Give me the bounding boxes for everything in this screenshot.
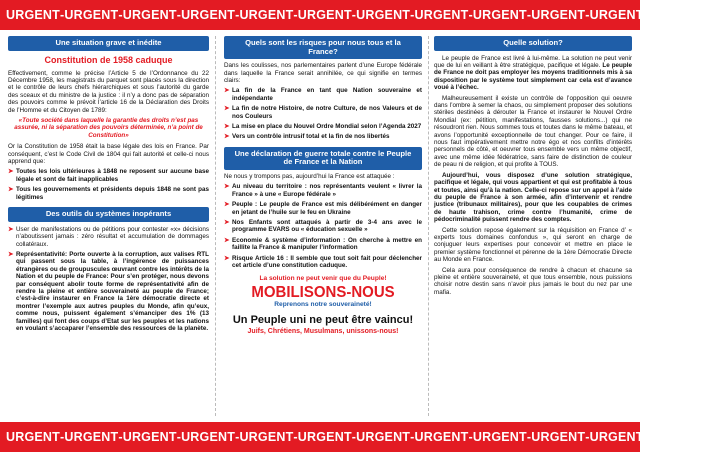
banner-text: URGENT <box>6 8 60 22</box>
banner-text: URGENT <box>589 430 644 444</box>
column-right <box>434 36 632 418</box>
banner-text: URGENT <box>181 430 236 444</box>
paragraph: Or la Constitution de 1958 était la base légale des lois en France. Par conséquent, c’est le Code Civil de 1804 qui fait autorité et celle-ci nous apprend que: <box>8 143 209 166</box>
call-to-action-tagline: La solution ne peut venir que du Peuple! <box>259 274 387 282</box>
arrow-icon: ➤ <box>8 225 14 233</box>
list-item: ➤ Tous les gouvernements et présidents depuis 1848 ne sont pas légitimes <box>8 186 209 201</box>
list-item: ➤ La mise en place du Nouvel Ordre Mondial selon l’Agenda 2027 <box>224 123 422 131</box>
list-item: ➤ User de manifestations ou de pétitions pour contester «x» décisions n’aboutissent jamais : zéro résultat et accumulation de dommages collatéraux. <box>8 225 209 248</box>
arrow-icon: ➤ <box>224 236 230 244</box>
paragraph: Cela aura pour conséquence de rendre à chacun et chacune sa pleine et entière souveraineté, et que tous ensemble, nous puissions choisir notre destin sans n’avoir plus jamais le bout du nez par une mafia. <box>434 266 632 296</box>
section-heading: Quels sont les risques pour nous tous et la France? <box>224 36 422 59</box>
banner-text: URGENT <box>647 8 702 22</box>
banner-text: URGENT <box>239 8 294 22</box>
banner-text: URGENT <box>64 430 119 444</box>
list-item: ➤ La fin de notre Histoire, de notre Culture, de nos Valeurs et de nos Couleurs <box>224 105 422 120</box>
arrow-icon: ➤ <box>224 254 230 262</box>
banner-text: URGENT <box>122 430 177 444</box>
section-heading: Une situation grave et inédite <box>8 36 209 51</box>
list-item: ➤ Toutes les lois ultérieures à 1848 ne reposent sur aucune base légale et sont de fait inapplicables <box>8 168 209 183</box>
banner-text: URGENT <box>356 430 411 444</box>
banner-text: URGENT <box>6 430 60 444</box>
column-divider <box>428 36 429 416</box>
slogan: Un Peuple uni ne peut être vaincu! <box>232 314 414 327</box>
list-item: ➤ Nos Enfants sont attaqués à partir de 3-4 ans avec le programme EVARS ou « éducation sexuelle » <box>224 219 422 234</box>
column-divider <box>215 36 216 416</box>
paragraph: Effectivement, comme le précise l’Article 5 de l’Ordonnance du 22 Décembre 1958, les magistrats du parquet sont placés sous la direction et le contrôle de leurs chefs hiérarchiques et sous l’autorité du garde des sceaux et du ministre de la justice : il n’y a donc pas de séparation des pouvoirs comme le prévoit l’article 16 de la Déclaration des Droits de l’Homme et du Citoyen de 1789: <box>8 69 209 114</box>
arrow-icon: ➤ <box>224 183 230 191</box>
call-to-action-title: MOBILISONS-NOUS <box>251 283 395 302</box>
arrow-icon: ➤ <box>8 250 14 258</box>
list-item: ➤ Economie & système d’information : On cherche à mettre en faillite la France & manipuler l’information <box>224 236 422 252</box>
arrow-icon: ➤ <box>224 133 230 141</box>
urgent-banner-top: URGENT - URGENT - URGENT - URGENT - URGENT - URGENT - URGENT - URGENT - URGENT - URGENT - URGENT - URGENT <box>0 0 640 30</box>
arrow-icon: ➤ <box>224 201 230 209</box>
column-left <box>8 36 209 418</box>
arrow-icon: ➤ <box>224 105 230 113</box>
call-to-action-subtitle: Reprenons notre souveraineté! <box>274 300 372 308</box>
banner-text: URGENT <box>64 8 119 22</box>
banner-text: URGENT <box>356 8 411 22</box>
banner-text: URGENT <box>589 8 644 22</box>
list-item: ➤ La fin de la France en tant que Nation souveraine et indépendante <box>224 87 422 102</box>
paragraph: Le peuple de France est livré à lui-même. La solution ne peut venir que de lui en veillant à être stratégique, pacifique et légale. Le peuple de France ne doit pas employer les moyens traditionnels mis à sa disposition par le système tout simplement car cela est d’avance voué à l’échec. <box>434 54 633 92</box>
banner-text: URGENT <box>297 8 352 22</box>
list-item: ➤ Vers un contrôle intrusif total et la fin de nos libertés <box>224 133 390 141</box>
banner-text: URGENT <box>472 8 527 22</box>
banner-text: URGENT <box>531 430 586 444</box>
banner-text: URGENT <box>531 8 586 22</box>
paragraph: Ne nous y trompons pas, aujourd’hui la France est attaquée : <box>224 173 395 181</box>
section-heading: Des outils du systèmes inopérants <box>8 207 209 222</box>
list-item: ➤ Représentativité: Porte ouverte à la corruption, aux valises RTL qui passent sous la table, à l’ingérence de puissances étrangères ou de groupuscules œuvrant contre les intérêts de la Nation et du peuple de France: Pour s’en protéger, nous devons par conséquent abolir toute forme de représentativité afin de rendre la pleine et entière souveraineté au peuple de France; c’est-à-dire instaurer en France la 1ère démocratie directe et montrer l’exemple aux autres peuples du Monde, afin qu’eux, comme nous, puissent également s’émanciper des 1% (13 familles) qui font des coups d’Etat sur les peuples et les nations en voulant s’accaparer l’ensemble des ressources de la planète. <box>8 250 209 332</box>
banner-text: URGENT <box>647 430 702 444</box>
paragraph: Dans les coulisses, nos parlementaires parlent d’une Europe fédérale dans laquelle la France serait annihilée, ce qui signifie en termes clairs: <box>224 62 422 84</box>
section-subheading: Constitution de 1958 caduque <box>44 54 173 65</box>
banner-text: URGENT <box>297 430 352 444</box>
arrow-icon: ➤ <box>8 168 14 176</box>
quote: «Toute société dans laquelle la garantie des droits n’est pas assurée, ni la séparation des pouvoirs déterminée, n’a point de Constitution» <box>14 117 203 139</box>
arrow-icon: ➤ <box>224 123 230 131</box>
banner-text: URGENT <box>122 8 177 22</box>
paragraph: Cette solution repose également sur la réquisition en France d’ « experts tous domaines confondus », qui seront en charge de conjuguer leurs expertises pour concevoir et mettre en place le premier système fonctionnel et pérenne de la 1ère Démocratie Directe au Monde en France. <box>434 226 632 264</box>
column-middle <box>224 36 422 418</box>
section-heading: Quelle solution? <box>434 36 632 51</box>
paragraph: Aujourd’hui, vous disposez d’une solution stratégique, pacifique et légale, qui vous appartient et qui est profitable à tous et toutes, ainsi qu’à la nation. Celle-ci repose sur un appel à l’aide du peuple de France à son armée, afin d’intervenir et rendre justice (tribunaux militaires), pour que les coupables de crimes de haute trahison, crime contre l’humanité, crime de pédocriminalité puissent rendre des comptes. <box>434 171 632 224</box>
arrow-icon: ➤ <box>224 87 230 95</box>
banner-text: URGENT <box>414 430 469 444</box>
urgent-banner-bottom: URGENT - URGENT - URGENT - URGENT - URGENT - URGENT - URGENT - URGENT - URGENT - URGENT - URGENT - URGENT <box>0 422 640 452</box>
section-heading: Une déclaration de guerre totale contre le Peuple de France et la Nation <box>224 147 422 170</box>
list-item: ➤ Peuple : Le peuple de France est mis délibérément en danger en jetant de l’huile sur le feu en Ukraine <box>224 201 422 216</box>
arrow-icon: ➤ <box>8 186 14 194</box>
banner-text: URGENT <box>472 430 527 444</box>
banner-text: URGENT <box>239 430 294 444</box>
paragraph: Malheureusement il existe un contrôle de l’opposition qui oeuvre dans l’ombre à semer la chaos, ou simplement proposer des solutions stériles destinées à dérouter la France et instaurer le Nouvel Ordre Mondial (ex: pétition, manifestations, fausses solutions...) qui ne résoudront rien. Nous sommes tous et toutes dans le même bateau, et avons l’opportunité exceptionnelle de tout changer. Pour ce faire, il nous faut impérativement mettre notre égo et nos conflits d’intérêts personnels de côté, et oeuvrer tous ensemble vers un même objectif, avec une même idée fédératrice, sans faire de distinction de couleur de peau ni de religion, et qui profite à TOUS. <box>434 94 632 169</box>
list-item: ➤ Au niveau du territoire : nos représentants veulent « livrer la France » à une « Europe fédérale » <box>224 183 422 198</box>
list-item: ➤ Risque Article 16 : Il semble que tout soit fait pour déclencher cet article d’une constitution caduque. <box>224 254 422 270</box>
banner-text: URGENT <box>181 8 236 22</box>
arrow-icon: ➤ <box>224 219 230 227</box>
banner-text: URGENT <box>414 8 469 22</box>
slogan-secondary: Juifs, Chrétiens, Musulmans, unissons-nous! <box>247 328 399 336</box>
